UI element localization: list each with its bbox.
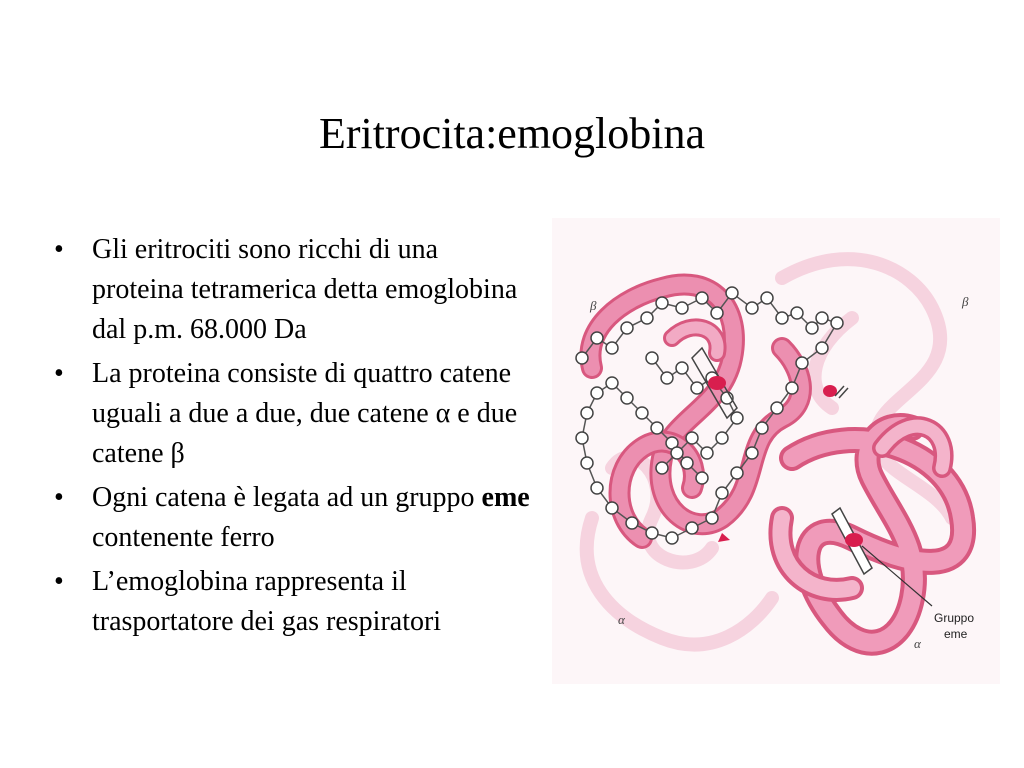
- bullet-text: [92, 482, 530, 553]
- bullet-item: [52, 354, 532, 474]
- hemoglobin-illustration: [552, 218, 1000, 684]
- heme-label-line2: eme: [944, 627, 968, 641]
- beta-label-left: β: [590, 298, 597, 313]
- bullet-text: La proteina consiste di quattro catene uguali a due a due, due catene α e due catene β: [92, 358, 518, 469]
- bullet-dot: •: [54, 358, 64, 389]
- hemoglobin-figure: [552, 218, 1000, 684]
- bullet-dot: •: [54, 566, 64, 597]
- bullet-bold-word: eme: [481, 482, 530, 513]
- heme-label-line1: Gruppo: [934, 611, 975, 625]
- bullet-text-part: Ogni catena è legata ad un gruppo: [92, 482, 482, 513]
- bullet-item: [52, 478, 532, 558]
- bullet-dot: •: [54, 482, 64, 513]
- bullet-text-part: contenente ferro: [92, 522, 275, 553]
- bullet-item: [52, 230, 532, 350]
- bullet-item: [52, 562, 532, 642]
- beta-label-right: β: [962, 294, 969, 309]
- alpha-label-left: α: [618, 612, 625, 627]
- bullet-text: L’emoglobina rappresenta il trasportatore dei gas respiratori: [92, 566, 442, 637]
- bullet-list: [52, 230, 532, 646]
- bullet-text: Gli eritrociti sono ricchi di una proteina tetramerica detta emoglobina dal p.m. 68.000 Da: [92, 234, 518, 345]
- slide-title: Eritrocita:emoglobina: [318, 109, 706, 158]
- alpha-label-right: α: [914, 636, 921, 651]
- bullet-dot: •: [54, 234, 64, 265]
